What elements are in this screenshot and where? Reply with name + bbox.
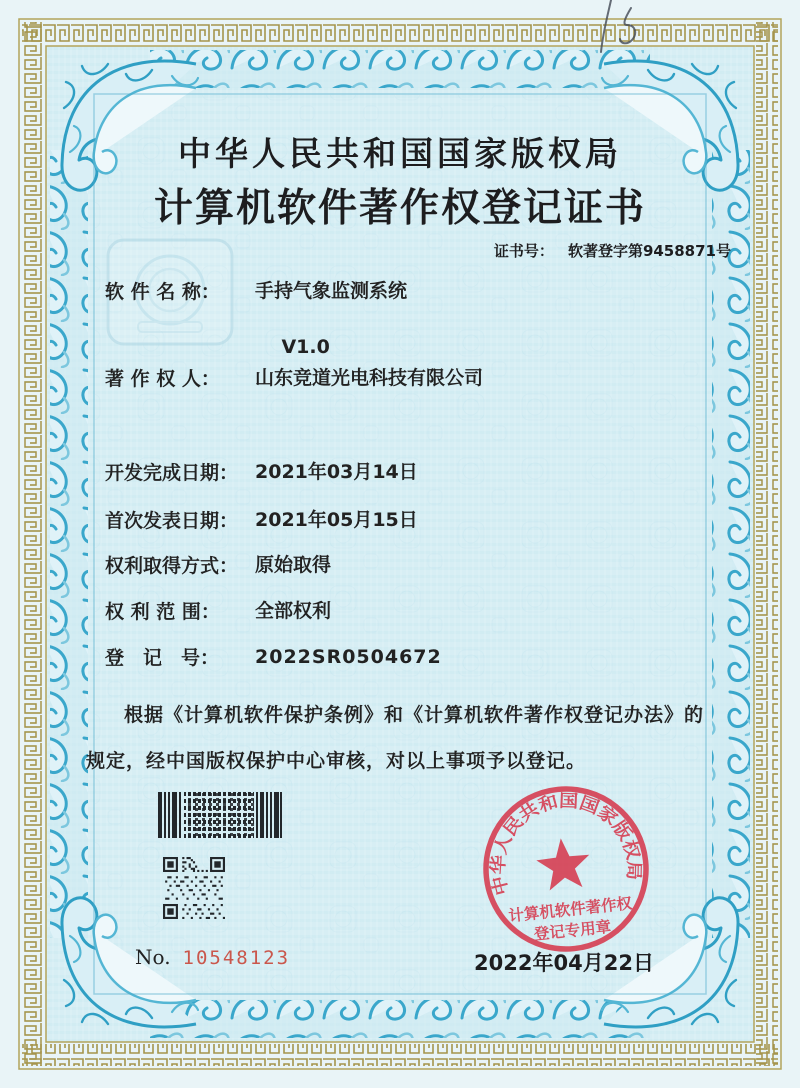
seal-star-icon xyxy=(534,836,592,892)
seal-arc-text: 中华人民共和国国家版权局 xyxy=(488,791,644,898)
field-value-version: V1.0 xyxy=(281,336,330,358)
field-value: 全部权利 xyxy=(255,600,332,622)
certificate-number-label: 证书号： xyxy=(493,242,554,260)
seal-line-1: 计算机软件著作权 xyxy=(507,894,633,926)
field-value: 2021年03月14日 xyxy=(255,461,418,483)
issuing-authority-title: 中华人民共和国国家版权局 xyxy=(178,134,622,173)
barcode xyxy=(158,792,282,838)
field-copyright-owner xyxy=(105,364,483,392)
field-label: 登 记 号： xyxy=(105,647,220,669)
handwritten-pen-mark xyxy=(575,0,655,60)
qr-code xyxy=(162,857,226,919)
field-software-name xyxy=(105,277,407,361)
official-seal-stamp xyxy=(460,765,672,977)
certificate-title: 计算机软件著作权登记证书 xyxy=(153,185,646,231)
field-value: 原始取得 xyxy=(255,554,332,576)
field-registration-number xyxy=(105,643,442,671)
issue-date: 2022年04月22日 xyxy=(474,951,654,975)
svg-text:中华人民共和国国家版权局 xyxy=(480,784,647,898)
serial-number-line xyxy=(135,945,290,969)
field-label: 开发完成日期： xyxy=(105,462,239,484)
field-dev-complete-date xyxy=(105,458,418,486)
seal-line-2: 登记专用章 xyxy=(532,917,612,944)
certificate-number-line xyxy=(0,240,731,261)
field-value: 山东竞道光电科技有限公司 xyxy=(255,367,484,389)
field-rights-scope xyxy=(105,597,331,625)
statement-line-2: 规定，经中国版权保护中心审核，对以上事项予以登记。 xyxy=(86,750,587,772)
field-value: 2021年05月15日 xyxy=(255,509,418,531)
field-first-publish-date xyxy=(105,506,418,534)
field-label: 权利取得方式： xyxy=(105,555,239,577)
serial-number-label: No. xyxy=(135,945,171,969)
field-value: 2022SR0504672 xyxy=(255,646,442,668)
field-label: 首次发表日期： xyxy=(105,510,239,532)
field-label: 权 利 范 围： xyxy=(105,601,220,623)
serial-number-value: 10548123 xyxy=(182,947,291,969)
certificate-number-value: 软著登字第9458871号 xyxy=(567,242,731,260)
field-label: 软 件 名 称： xyxy=(105,281,220,303)
statement-line-1: 根据《计算机软件保护条例》和《计算机软件著作权登记办法》的 xyxy=(124,704,705,726)
field-label: 著 作 权 人： xyxy=(105,368,220,390)
field-rights-acquisition xyxy=(105,551,331,579)
field-value: 手持气象监测系统 xyxy=(255,280,408,302)
